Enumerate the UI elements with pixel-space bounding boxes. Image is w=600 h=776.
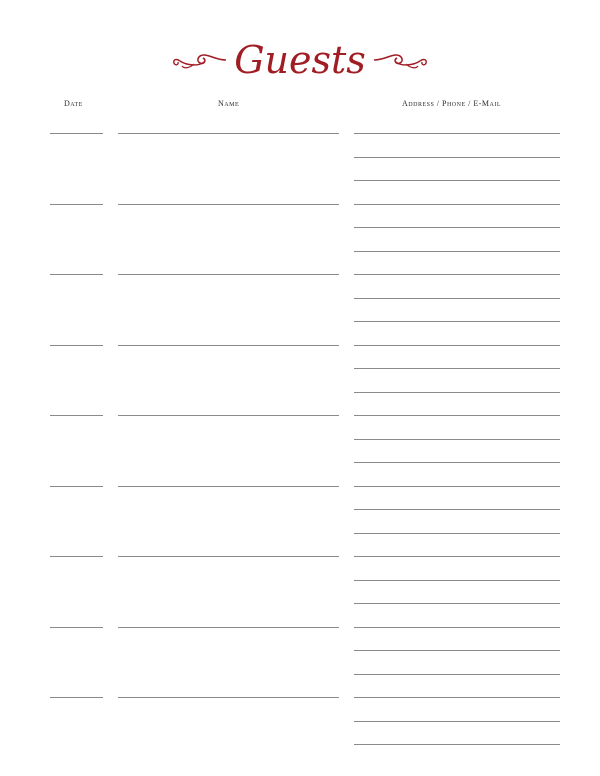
name-line[interactable] [118,627,339,628]
contact-line[interactable] [354,721,560,722]
name-line[interactable] [118,204,339,205]
contact-line[interactable] [354,251,560,252]
contact-line[interactable] [354,321,560,322]
name-line[interactable] [118,345,339,346]
contact-line[interactable] [354,697,560,698]
contact-line[interactable] [354,603,560,604]
column-header-name: Name [218,99,240,108]
contact-line[interactable] [354,298,560,299]
contact-line[interactable] [354,439,560,440]
date-line[interactable] [50,697,103,698]
date-line[interactable] [50,415,103,416]
date-line[interactable] [50,345,103,346]
contact-line[interactable] [354,180,560,181]
name-line[interactable] [118,133,339,134]
contact-line[interactable] [354,345,560,346]
right-flourish-icon [372,47,430,73]
name-line[interactable] [118,486,339,487]
date-line[interactable] [50,204,103,205]
name-line[interactable] [118,274,339,275]
contact-line[interactable] [354,274,560,275]
date-line[interactable] [50,133,103,134]
page-title: Guests [234,38,366,82]
contact-line[interactable] [354,509,560,510]
date-line[interactable] [50,556,103,557]
contact-line[interactable] [354,368,560,369]
page-header [0,30,600,90]
contact-line[interactable] [354,556,560,557]
contact-line[interactable] [354,674,560,675]
contact-line[interactable] [354,533,560,534]
date-line[interactable] [50,627,103,628]
contact-line[interactable] [354,627,560,628]
column-header-date: Date [64,99,83,108]
left-flourish-icon [170,47,228,73]
contact-line[interactable] [354,227,560,228]
contact-line[interactable] [354,392,560,393]
contact-line[interactable] [354,204,560,205]
column-header-contact: Address / Phone / E-Mail [402,99,502,108]
name-line[interactable] [118,556,339,557]
contact-line[interactable] [354,133,560,134]
contact-line[interactable] [354,486,560,487]
date-line[interactable] [50,274,103,275]
contact-line[interactable] [354,580,560,581]
name-line[interactable] [118,415,339,416]
name-line[interactable] [118,697,339,698]
contact-line[interactable] [354,650,560,651]
date-line[interactable] [50,486,103,487]
contact-line[interactable] [354,415,560,416]
contact-line[interactable] [354,744,560,745]
contact-line[interactable] [354,462,560,463]
contact-line[interactable] [354,157,560,158]
